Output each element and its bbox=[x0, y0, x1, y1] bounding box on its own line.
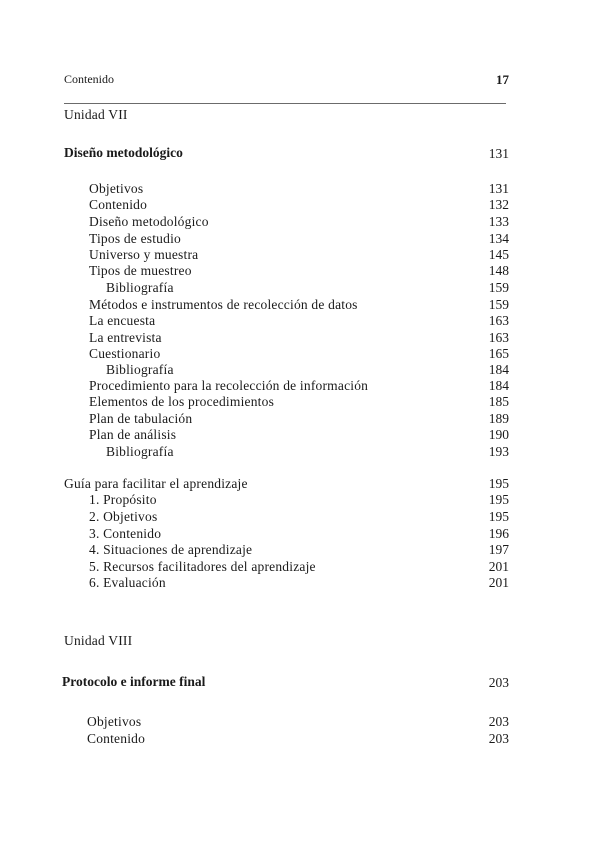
toc-entry: Objetivos bbox=[89, 181, 144, 196]
unit-title-page: 131 bbox=[488, 146, 509, 161]
guide-item-page: 197 bbox=[488, 542, 509, 557]
toc-entry: Cuestionario bbox=[89, 346, 161, 361]
toc-entry: La encuesta bbox=[89, 313, 156, 328]
guide-item: 2. Objetivos bbox=[89, 509, 158, 524]
guide-item: 1. Propósito bbox=[89, 492, 157, 507]
unit-title-page: 203 bbox=[488, 675, 509, 690]
page-number: 17 bbox=[496, 72, 509, 87]
toc-entry: Bibliografía bbox=[106, 444, 174, 459]
toc-entry: Contenido bbox=[89, 197, 148, 212]
toc-entry-page: 148 bbox=[488, 263, 509, 278]
toc-entry: Elementos de los procedimientos bbox=[89, 394, 275, 409]
toc-entry-page: 185 bbox=[488, 394, 509, 409]
guide-item: 5. Recursos facilitadores del aprendizaje bbox=[89, 559, 316, 574]
guide-item: 3. Contenido bbox=[89, 526, 162, 541]
guide-item-page: 195 bbox=[488, 492, 509, 507]
running-header-title: Contenido bbox=[64, 72, 114, 86]
toc-entry-page: 193 bbox=[488, 444, 509, 459]
guide-item-page: 201 bbox=[488, 575, 509, 590]
guide-item: 6. Evaluación bbox=[89, 575, 166, 590]
toc-entry-page: 159 bbox=[488, 297, 509, 312]
toc-entry-page: 203 bbox=[488, 714, 509, 729]
guide-title-page: 195 bbox=[488, 476, 509, 491]
toc-entry: Métodos e instrumentos de recolección de datos bbox=[89, 297, 358, 312]
unit-label: Unidad VII bbox=[64, 107, 128, 122]
toc-entry-page: 145 bbox=[488, 247, 509, 262]
toc-entry: La entrevista bbox=[89, 330, 162, 345]
toc-entry-page: 133 bbox=[488, 214, 509, 229]
unit-label: Unidad VIII bbox=[64, 633, 133, 648]
toc-entry-page: 134 bbox=[488, 231, 509, 246]
toc-entry: Objetivos bbox=[87, 714, 142, 729]
guide-item: 4. Situaciones de aprendizaje bbox=[89, 542, 253, 557]
toc-entry-page: 163 bbox=[488, 330, 509, 345]
toc-entry: Bibliografía bbox=[106, 280, 174, 295]
guide-item-page: 195 bbox=[488, 509, 509, 524]
toc-entry-page: 159 bbox=[488, 280, 509, 295]
unit-title: Protocolo e informe final bbox=[62, 674, 206, 689]
toc-entry-page: 163 bbox=[488, 313, 509, 328]
toc-entry: Tipos de estudio bbox=[89, 231, 181, 246]
toc-entry-page: 184 bbox=[488, 362, 509, 377]
toc-entry-page: 132 bbox=[488, 197, 509, 212]
toc-entry-page: 131 bbox=[488, 181, 509, 196]
toc-entry: Procedimiento para la recolección de información bbox=[89, 378, 369, 393]
toc-entry-page: 190 bbox=[488, 427, 509, 442]
guide-item-page: 201 bbox=[488, 559, 509, 574]
toc-entry: Plan de tabulación bbox=[89, 411, 193, 426]
toc-entry: Diseño metodológico bbox=[89, 214, 209, 229]
toc-entry-page: 165 bbox=[488, 346, 509, 361]
toc-entry: Universo y muestra bbox=[89, 247, 199, 262]
toc-entry: Bibliografía bbox=[106, 362, 174, 377]
toc-entry-page: 203 bbox=[488, 731, 509, 746]
toc-entry: Contenido bbox=[87, 731, 146, 746]
guide-title: Guía para facilitar el aprendizaje bbox=[64, 476, 248, 491]
toc-entry: Tipos de muestreo bbox=[89, 263, 192, 278]
guide-item-page: 196 bbox=[488, 526, 509, 541]
unit-title: Diseño metodológico bbox=[64, 145, 183, 160]
toc-entry-page: 184 bbox=[488, 378, 509, 393]
toc-entry-page: 189 bbox=[488, 411, 509, 426]
header-rule bbox=[64, 103, 506, 104]
toc-entry: Plan de análisis bbox=[89, 427, 177, 442]
